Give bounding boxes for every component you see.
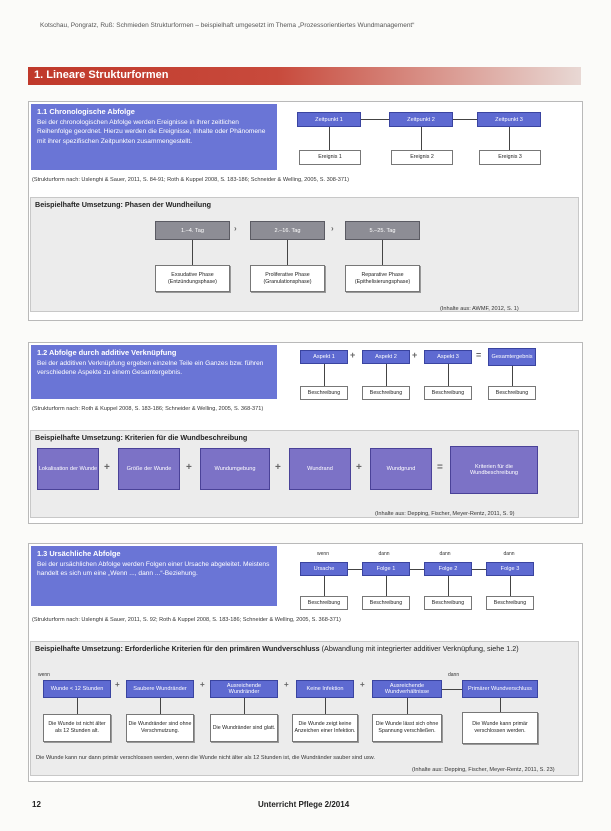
s2-result-box: Kriterien für die Wundbeschreibung [450,446,538,494]
s2-top-node: Aspekt 3 [424,350,472,364]
s3-top-node: Folge 3 [486,562,534,576]
connector [512,366,513,386]
connector [382,240,383,265]
connector [421,127,422,150]
connector [472,569,486,570]
plus-icon: + [360,680,365,689]
s3-criterion-box: Keine Infektion [296,680,354,698]
s3-description-box: Die Wunde lässt sich ohne Spannung verschließen. [372,714,442,742]
s2-title: 1.2 Abfolge durch additive Verknüpfung [37,348,177,357]
s3-title: 1.3 Ursächliche Abfolge [37,549,121,558]
s2-top-node: Aspekt 2 [362,350,410,364]
connector [509,127,510,150]
plus-icon: + [350,350,356,360]
s3-bottom-node: Beschreibung [424,596,472,610]
s2-example-title: Beispielhafte Umsetzung: Kriterien für die Wundbeschreibung [30,430,579,518]
s3-description-box: Die Wundränder sind glatt. [210,714,278,742]
s2-bottom-node: Beschreibung [300,386,348,400]
s2-bottom-node: Beschreibung [362,386,410,400]
s3-example-note-line: Die Wunde kann nur dann primär verschlossen werden, wenn die Wunde nicht älter als 12 Stunden ist, die Wundränder sauber sind usw. [36,755,375,761]
connector [510,576,511,596]
s1-bottom-node: Ereignis 3 [479,150,541,165]
connector [448,576,449,596]
journal-name: Unterricht Pflege 2/2014 [258,800,350,809]
connector [448,364,449,386]
s3-cond-label: dann [439,551,451,557]
s1-bottom-node: Ereignis 1 [299,150,361,165]
s2-criterion-box: Wundrand [289,448,351,490]
s3-bottom-node: Beschreibung [300,596,348,610]
equals-icon: = [437,462,443,473]
s3-criterion-box: Ausreichende Wundränder [210,680,278,698]
s3-text: Bei der ursächlichen Abfolge werden Folgen einer Ursache abgeleitet. Meistens handelt es sich um eine „Wenn ..., dann ...“-Beziehung. [37,561,270,578]
s2-top-node: Gesamtergebnis [488,348,536,366]
s2-text: Bei der additiven Verknüpfung ergeben einzelne Teile ein Ganzes bzw. führen verschiedene Aspekte zu einem Gesamtergebnis. [37,360,264,377]
s1-bottom-node: Ereignis 2 [391,150,453,165]
s1-day-node: 5.–25. Tag [345,221,420,240]
s3-criterion-box: Wunde < 12 Stunden [43,680,111,698]
s1-title: 1.1 Chronologische Abfolge [37,107,135,116]
s3-result-box: Primärer Wundverschluss [462,680,538,698]
s2-bottom-node: Beschreibung [488,386,536,400]
s3-cond-label: dann [378,551,390,557]
connector [244,698,245,714]
s2-criterion-box: Größe der Wunde [118,448,180,490]
connector [348,569,362,570]
s1-top-node: Zeitpunkt 2 [389,112,453,127]
s2-top-node: Aspekt 1 [300,350,348,364]
s3-example-source: (Inhalte aus: Depping, Fischer, Meyer-Rentz, 2011, S. 23) [412,767,555,773]
s1-example-source: (Inhalte aus: AWMF, 2012, S. 1) [440,306,519,312]
connector [453,119,477,120]
s3-description-box: Die Wunde kann primär verschlossen werden. [462,712,538,744]
connector [160,698,161,714]
s1-top-node: Zeitpunkt 3 [477,112,541,127]
s2-text-box [31,345,277,399]
plus-icon: + [284,680,289,689]
s3-description-box: Die Wunde ist nicht älter als 12 Stunden alt. [43,714,111,742]
connector [329,127,330,150]
s1-text-box [31,104,277,170]
plus-icon: + [200,680,205,689]
s3-example-note: (Abwandlung mit integrierter additiver Verknüpfung, siehe 1.2) [321,644,519,653]
connector [407,698,408,714]
s3-description-box: Die Wunde zeigt keine Anzeichen einer Infektion. [292,714,358,742]
arrow-right-icon: › [331,224,334,233]
plus-icon: + [275,462,281,473]
s1-phase-box: Reparative Phase (Epithelisierungsphase) [345,265,420,292]
s3-cond-label: wenn [317,551,329,557]
s1-source: (Strukturform nach: Uslenghi & Sauer, 2011, S. 84-91; Roth & Kuppel 2008, S. 183-186; Schneider & Welling, 2005, S. 308-371) [32,177,349,183]
connector [410,569,424,570]
s3-top-node: Folge 1 [362,562,410,576]
s2-source: (Strukturform nach: Roth & Kuppel 2008, S. 183-186; Schneider & Welling, 2005, S. 368-371) [32,406,264,412]
s2-example-source: (Inhalte aus: Depping, Fischer, Meyer-Rentz, 2011, S. 9) [375,511,515,517]
s1-top-node: Zeitpunkt 1 [297,112,361,127]
s3-dann-label: dann [448,672,460,678]
plus-icon: + [104,462,110,473]
connector [287,240,288,265]
equals-icon: = [476,350,482,360]
plus-icon: + [115,680,120,689]
s2-bottom-node: Beschreibung [424,386,472,400]
s3-criterion-box: Saubere Wundränder [126,680,194,698]
arrow-right-icon: › [234,224,237,233]
connector [386,364,387,386]
plus-icon: + [412,350,418,360]
s1-text: Bei der chronologischen Abfolge werden Ereignisse in ihrer zeitlichen Reihenfolge geordnet. Hierzu werden die Ereignisse, Inhalte oder Phänomene mit ihrer spezifischen Zeitpunkten zusammengestellt. [37,119,266,145]
s2-criterion-box: Lokalisation der Wunde [37,448,99,490]
s3-text-box [31,546,277,606]
page-number: 12 [32,800,41,809]
s3-example-title: Beispielhafte Umsetzung: Erforderliche Kriterien für den primären Wundverschluss (Abwandlung mit integrierter additiver Verknüpfung, siehe 1.2) [30,641,579,776]
s2-criterion-box: Wundgrund [370,448,432,490]
s3-bottom-node: Beschreibung [486,596,534,610]
arrow-connector [442,689,462,690]
connector [386,576,387,596]
s2-criterion-box: Wundumgebung [200,448,270,490]
s1-phase-box: Proliferative Phase (Granulationsphase) [250,265,325,292]
s1-day-node: 1.–4. Tag [155,221,230,240]
s3-wenn-label: wenn [38,672,50,678]
connector [324,576,325,596]
connector [77,698,78,714]
section-title-bar [28,67,581,85]
s3-top-node: Ursache [300,562,348,576]
plus-icon: + [186,462,192,473]
running-header: Kotschau, Pongratz, Ruß: Schmieden Strukturformen – beispielhaft umgesetzt im Thema „Prozessorientiertes Wundmanagement“ [40,22,415,29]
s3-bottom-node: Beschreibung [362,596,410,610]
s3-cond-label: dann [503,551,515,557]
s1-day-node: 2.–16. Tag [250,221,325,240]
s1-example-title: Beispielhafte Umsetzung: Phasen der Wundheilung [30,197,579,312]
s3-top-node: Folge 2 [424,562,472,576]
connector [324,364,325,386]
plus-icon: + [356,462,362,473]
s3-source: (Strukturform nach: Uslenghi & Sauer, 2011, S. 92; Roth & Kuppel 2008, S. 183-186; Schneider & Welling, 2005, S. 368-371) [32,617,341,623]
connector [192,240,193,265]
s3-description-box: Die Wundränder sind ohne Verschmutzung. [126,714,194,742]
connector [500,698,501,712]
connector [325,698,326,714]
s1-phase-box: Exsudative Phase (Entzündungsphase) [155,265,230,292]
connector [361,119,389,120]
s3-criterion-box: Ausreichende Wundverhältnisse [372,680,442,698]
main-title: 1. Lineare Strukturformen [34,69,169,81]
